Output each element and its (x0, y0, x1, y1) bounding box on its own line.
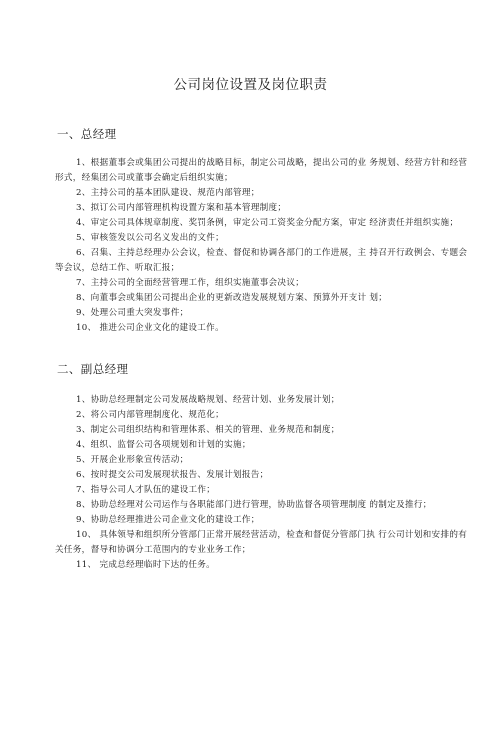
section-heading: 二、副总经理 (57, 362, 129, 376)
duty-item: 1、协助总经理制定公司发展战略规划、经营计划、业务发展计划； (76, 395, 340, 405)
duty-item: 5、开展企业形象宣传活动； (76, 455, 189, 465)
duty-item: 7、主持公司的全面经营管理工作，组织实施董事会决议； (76, 278, 305, 288)
duty-item: 7、指导公司人才队伍的建设工作； (76, 485, 216, 495)
document-title: 公司岗位设置及岗位职责 (173, 77, 328, 93)
duty-item: 10、 具体领导和组织所分管部门正常开展经营活动，检查和督促分管部门执 行公司计划和安排的有关任务，督导和协调分工范围内的专业业务工作； (55, 530, 468, 555)
duty-item: 2、将公司内部管理制度化、规范化； (76, 410, 225, 420)
duty-item: 6、召集、主持总经理办公会议，检查、督促和协调各部门的工作进展，主 持召开行政例会、专题会等会议，总结工作、听取汇报； (55, 248, 468, 273)
duty-list (55, 156, 475, 336)
duty-item: 8、协助总经理对公司运作与各职能部门进行管理，协助监督各项管理制度 的制定及推行； (76, 500, 432, 510)
duty-item: 5、审核签发以公司名义发出的文件； (76, 233, 225, 243)
duty-item: 9、协助总经理推进公司企业文化的建设工作； (76, 515, 260, 525)
duty-item: 3、制定公司组织结构和管理体系、相关的管理、业务规范和制度； (76, 425, 340, 435)
duty-item: 4、审定公司具体规章制度、奖罚条例，审定公司工资奖金分配方案，审定 经济责任并组织实施； (76, 218, 459, 228)
duty-item: 11、 完成总经理临时下达的任务。 (76, 560, 216, 570)
duty-item: 1、根据董事会或集团公司提出的战略目标，制定公司战略，提出公司的业 务规划、经营方针和经营形式，经集团公司或董事会确定后组织实施； (55, 158, 468, 183)
duty-item: 10、 推进公司企业文化的建设工作。 (76, 323, 224, 333)
duty-list (55, 393, 475, 573)
duty-item: 3、拟订公司内部管理机构设置方案和基本管理制度； (76, 203, 287, 213)
duty-item: 2、主持公司的基本团队建设、规范内部管理； (76, 188, 260, 198)
section-deputy-general-manager (55, 361, 475, 573)
duty-item: 8、向董事会或集团公司提出企业的更新改造发展规划方案、预算外开支计 划； (76, 293, 388, 303)
section-heading: 一、总经理 (57, 127, 117, 141)
duty-item: 9、处理公司重大突发事件； (76, 308, 189, 318)
duty-item: 6、按时提交公司发展现状报告、发展计划报告； (76, 470, 269, 480)
duty-item: 4、组织、监督公司各项规划和计划的实施； (76, 440, 251, 450)
section-general-manager (55, 126, 475, 336)
